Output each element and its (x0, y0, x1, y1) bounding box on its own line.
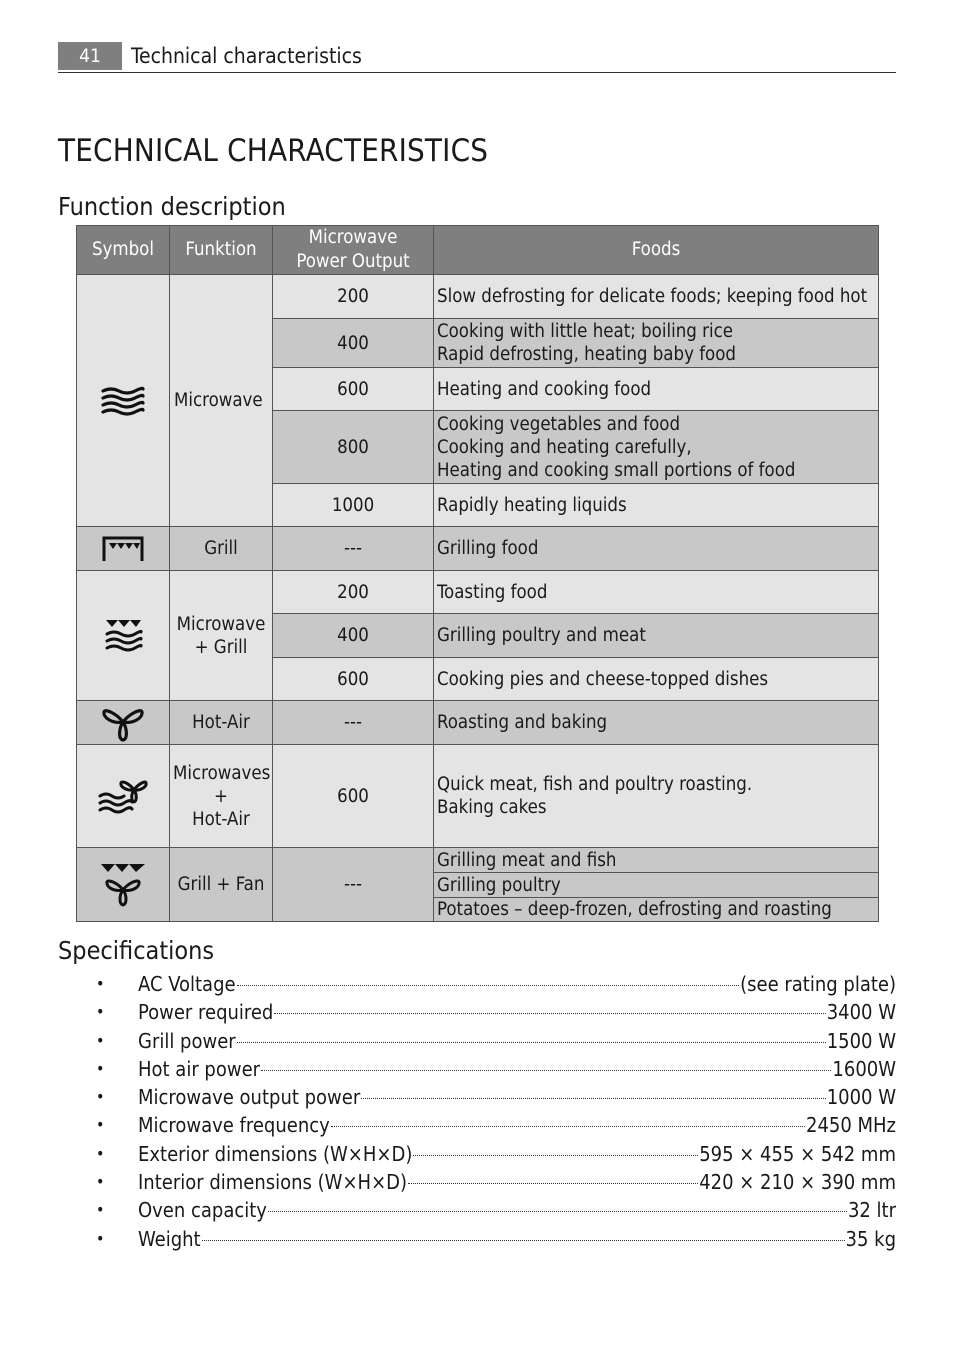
spec-value: 1600W (832, 1056, 896, 1081)
bullet: • (96, 1002, 105, 1022)
table-row (77, 745, 879, 848)
specifications-heading: Specifications (58, 936, 215, 965)
dot-leader (413, 1154, 698, 1156)
power-cell: --- (273, 848, 434, 922)
foods-cell: Grilling poultry (434, 873, 879, 898)
spec-value: 35 kg (845, 1226, 896, 1251)
list-item (96, 1225, 896, 1253)
list-item (96, 1111, 896, 1139)
table-row (77, 527, 879, 571)
specifications-list (96, 970, 896, 1253)
list-item (96, 1140, 896, 1168)
fan-icon (101, 712, 145, 733)
function-cell: Microwaves + Hot-Air (170, 745, 273, 848)
table-row (77, 701, 879, 745)
spec-value: 420 × 210 × 390 mm (699, 1170, 896, 1195)
symbol-cell (77, 848, 170, 922)
foods-cell: Grilling food (434, 527, 879, 571)
spec-label: AC Voltage (138, 972, 236, 996)
table-row (77, 571, 879, 614)
spec-label: Power required (138, 1000, 274, 1025)
power-cell: 600 (273, 368, 434, 411)
power-cell: --- (273, 527, 434, 571)
spec-value: 1500 W (826, 1028, 896, 1053)
foods-cell: Roasting and baking (434, 701, 879, 745)
foods-cell: Slow defrosting for delicate foods; keeping food hot (434, 275, 879, 319)
spec-label: Exterior dimensions (W×H×D) (138, 1141, 413, 1166)
function-cell: Grill + Fan (170, 848, 273, 922)
dot-leader (331, 1125, 805, 1127)
table-row (77, 848, 879, 873)
spec-label: Interior dimensions (W×H×D) (138, 1170, 408, 1195)
foods-cell: Quick meat, fish and poultry roasting. Baking cakes (434, 745, 879, 848)
foods-cell: Heating and cooking food (434, 368, 879, 411)
foods-cell: Potatoes – deep-frozen, defrosting and roasting (434, 898, 879, 922)
microwave-grill-icon (103, 625, 143, 646)
microwave-waves-icon (99, 390, 147, 411)
microwave-fan-icon (98, 785, 148, 806)
spec-value: 2450 MHz (806, 1113, 896, 1138)
table-row (77, 275, 879, 319)
foods-cell: Cooking vegetables and food Cooking and heating carefully, Heating and cooking small portions of food (434, 411, 879, 484)
spec-value: 3400 W (826, 1000, 896, 1025)
spec-label: Grill power (138, 1028, 236, 1053)
symbol-cell (77, 527, 170, 571)
list-item (96, 998, 896, 1026)
spec-value: 32 ltr (847, 1198, 896, 1223)
list-item (96, 970, 896, 998)
bullet: • (96, 1087, 105, 1107)
dot-leader (237, 984, 740, 986)
bullet: • (96, 1200, 105, 1220)
function-cell: Microwave + Grill (170, 571, 273, 701)
spec-label: Hot air power (138, 1056, 261, 1081)
function-table (76, 225, 879, 922)
dot-leader (237, 1041, 826, 1043)
power-cell: 600 (273, 745, 434, 848)
bullet: • (96, 1115, 105, 1135)
grill-icon (101, 538, 145, 559)
symbol-cell (77, 745, 170, 848)
bullet: • (96, 1228, 105, 1248)
power-cell: 600 (273, 658, 434, 701)
list-item (96, 1027, 896, 1055)
dot-leader (408, 1182, 698, 1184)
spec-value: 1000 W (826, 1085, 896, 1110)
power-cell: 400 (273, 614, 434, 658)
spec-value: 595 × 455 × 542 mm (699, 1141, 896, 1166)
symbol-cell (77, 275, 170, 527)
column-header-power: Microwave Power Output (273, 226, 434, 275)
bullet: • (96, 1172, 105, 1192)
foods-cell: Grilling meat and fish (434, 848, 879, 873)
bullet: • (96, 974, 105, 993)
page-title: TECHNICAL CHARACTERISTICS (58, 133, 489, 169)
bullet: • (96, 1030, 105, 1050)
foods-cell: Cooking pies and cheese-topped dishes (434, 658, 879, 701)
symbol-cell (77, 571, 170, 701)
table-header-row (77, 226, 879, 275)
list-item (96, 1083, 896, 1111)
spec-label: Microwave frequency (138, 1113, 330, 1138)
spec-label: Oven capacity (138, 1198, 267, 1223)
power-cell: --- (273, 701, 434, 745)
spec-label: Weight (138, 1226, 201, 1251)
foods-cell: Grilling poultry and meat (434, 614, 879, 658)
dot-leader (261, 1069, 831, 1071)
list-item (96, 1055, 896, 1083)
page-number: 41 (58, 42, 122, 70)
running-section-title: Technical characteristics (131, 44, 362, 68)
power-cell: 400 (273, 319, 434, 368)
function-description-heading: Function description (58, 192, 286, 221)
power-cell: 1000 (273, 484, 434, 527)
function-cell: Microwave (170, 275, 273, 527)
dot-leader (268, 1210, 847, 1212)
foods-cell: Rapidly heating liquids (434, 484, 879, 527)
column-header-function: Funktion (170, 226, 273, 275)
bullet: • (96, 1058, 105, 1078)
dot-leader (202, 1239, 845, 1241)
page-header (58, 42, 896, 73)
power-cell: 200 (273, 571, 434, 614)
column-header-symbol: Symbol (77, 226, 170, 275)
function-cell: Hot-Air (170, 701, 273, 745)
list-item (96, 1168, 896, 1196)
foods-cell: Toasting food (434, 571, 879, 614)
power-cell: 200 (273, 275, 434, 319)
column-header-foods: Foods (434, 226, 879, 275)
power-cell: 800 (273, 411, 434, 484)
function-cell: Grill (170, 527, 273, 571)
foods-cell: Cooking with little heat; boiling rice Rapid defrosting, heating baby food (434, 319, 879, 368)
list-item (96, 1196, 896, 1224)
spec-label: Microwave output power (138, 1085, 361, 1110)
symbol-cell (77, 701, 170, 745)
grill-fan-icon (99, 874, 147, 895)
dot-leader (361, 1097, 825, 1099)
dot-leader (274, 1012, 825, 1014)
bullet: • (96, 1143, 105, 1163)
spec-value: (see rating plate) (740, 972, 896, 996)
